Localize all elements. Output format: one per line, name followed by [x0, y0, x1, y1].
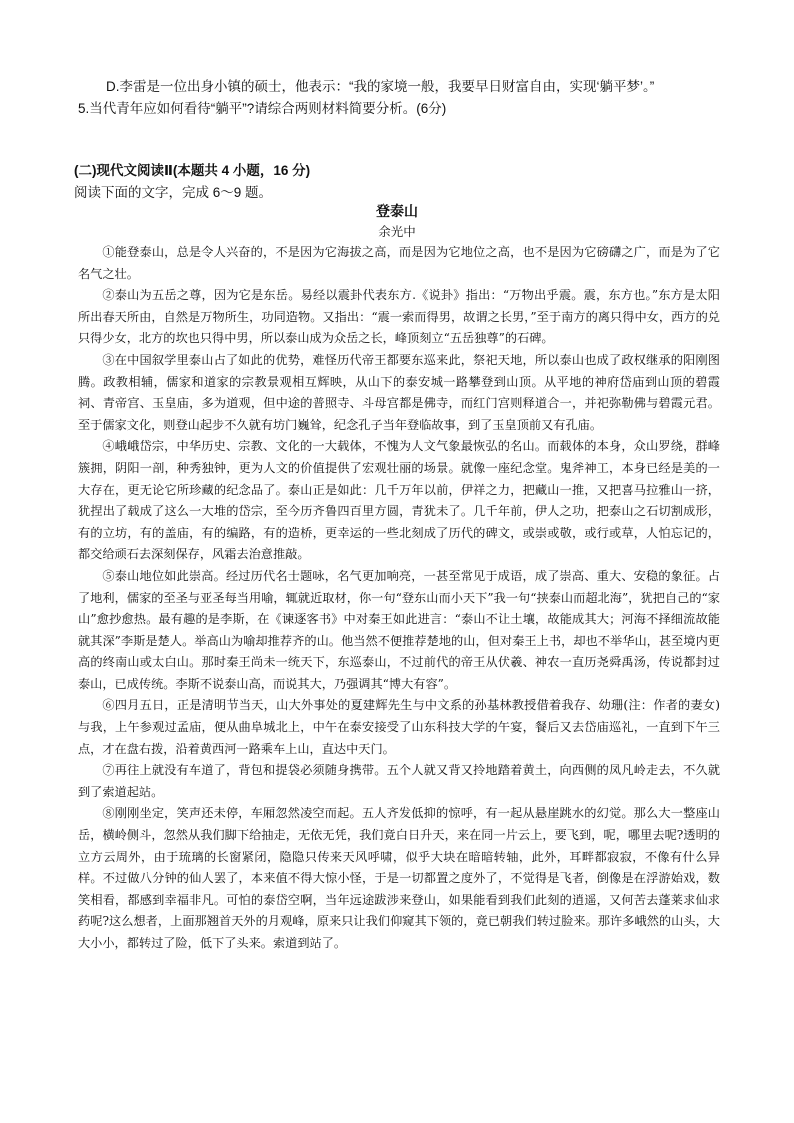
paragraph-8: ⑧刚刚坐定，笑声还未停，车厢忽然凌空而起。五人齐发低抑的惊呼，有一起从悬崖跳水的幻觉。那么大一整座山岳，横岭侧斗，忽然从我们脚下给抽走，无依无凭，我们竟白日升天，来在同一片云上，要飞到，呢，哪里去呢?透明的立方云周外，由于琉璃的长窗紧闭，隐隐只传来天风呼啸，似乎大块在暗暗转轴，此外，耳畔都寂寂，不像有什么异样。不过做八分钟的仙人罢了，本来值不得大惊小怪，于是一切都置之度外了，不觉得是飞者，倒像是在浮游始戏，数笑相看，都感到幸福非凡。可怕的泰岱空啊，当年远途跋涉来登山，如果能看到我们此刻的逍遥，又何苦去蓬莱求仙求药呢?这么想者，上面那翘首天外的月观峰，原来只让我们仰窥其下领的，竟已朝我们转过脸来。那许多峨然的山头，大大小小，都转过了险，低下了头来。索道到站了。	[78, 806, 720, 950]
paragraph-6: ⑥四月五日，正是清明节当天，山大外事处的夏建辉先生与中文系的孙基林教授借着我存、幼珊(注：作者的妻女)与我，上午参观过孟庙，便从曲阜城北上，中午在泰安接受了山东科技大学的午宴，餐后又去岱庙巡礼，一直到下午三点，才在盘右拨，沿着黄西河一路乘车上山，直达中天门。	[78, 698, 720, 756]
reading-section-header	[74, 160, 734, 204]
article-title: 登泰山	[376, 204, 418, 220]
question-5: 5.当代青年应如何看待“躺平”?请综合两则材料简要分析。(6分)	[78, 101, 447, 116]
paragraph-1: ①能登泰山，总是令人兴奋的，不是因为它海拔之高，而是因为它地位之高，也不是因为它磅礴之广，而是为了它名气之壮。	[78, 245, 720, 281]
paragraph-2: ②泰山为五岳之尊，因为它是东岳。易经以震卦代表东方.《说卦》指出：“万物出乎震。震，东方也。”东方是太阳所出春天所由，自然是万物所生，功同造物。又指出：“震一索而得男，故谓之长男，”至于南方的离只得中女，西方的兑只得少女，北方的坎也只得中男，所以泰山成为众岳之长，峰顶刻立“五岳独尊”的石碑。	[78, 288, 720, 346]
article-body	[78, 242, 720, 955]
section-instruction: 阅读下面的文字，完成 6～9 题。	[74, 185, 273, 200]
paragraph-7: ⑦再往上就没有车道了，背包和提袋必须随身携带。五个人就又背又拎地踏着黄土，向西侧的凤凡岭走去，不久就到了索道起站。	[78, 763, 720, 799]
paragraph-5: ⑤泰山地位如此崇高。经过历代名士题咏，名气更加响亮，一甚至常见于成语，成了崇高、重大、安稳的象征。占了地利，儒家的至圣与亚圣每当用喻，辄就近取材，你一句“登东山而小天下”我一句“挟泰山而超北海”，犹把自己的“家山”愈抄愈热。最有趣的是李斯，在《谏逐客书》中对秦王如此进言：“泰山不让土壤，故能成其大；河海不择细流故能就其深”李斯是楚人。举高山为喻却推荐齐的山。他当然不便推荐楚地的山，但对秦王上书，却也不举华山，甚至境内更高的终南山或太白山。那时秦王尚未一统天下，东巡泰山，不过前代的帝王从伏羲、神农一直历尧舜禹汤，传说都封过泰山，已成传统。李斯不说泰山高，而说其大，乃强调其“博大有容”。	[78, 568, 720, 691]
section-title: (二)现代文阅读Ⅱ(本题共 4 小题，16 分)	[74, 163, 311, 178]
question-block	[78, 76, 728, 120]
answer-option-d: D.李雷是一位出身小镇的硕士，他表示：“我的家境一般，我要早日财富自由，实现‘躺平梦’。”	[106, 79, 655, 94]
paragraph-3: ③在中国叙学里泰山占了如此的优势，难怪历代帝王都要东巡来此，祭祀天地，所以泰山也成了政权继承的阳刚图腾。政教相辅，儒家和道家的宗教景观相互辉映，从山下的泰安城一路攀登到山顶。从平地的神府岱庙到山顶的碧霞祠、青帝宫、玉皇庙，多为道观，但中途的普照寺、斗母宫都是佛寺，而红门宫则释道合一，并祀弥勒佛与碧霞元君。至于儒家文化，则登山起步不久就有坊门巍耸，纪念孔子当年登临故事，到了玉皇顶前又有孔庙。	[78, 352, 720, 432]
paragraph-4: ④峨峨岱宗，中华历史、宗教、文化的一大载体，不愧为人文气象最恢弘的名山。而载体的本身，众山罗绕，群峰簇拥，阴阳一剖，种秀独钟，更为人文的价值提供了宏观壮丽的场景。就像一座纪念堂。鬼斧神工，本身已经是美的一大存在，更无论它所珍藏的纪念品了。泰山正是如此：几千万年以前，伊祥之力，把藏山一推，又把喜马拉雅山一挤，犹捏出了载成了这么一大堆的岱宗，至今历齐鲁四百里方圆，青犹未了。几千年前，伊人之功，把泰山之石切割成形，有的立坊，有的盖庙，有的编路，有的造桥，更幸运的一些北刻成了历代的碑文，或崇或敬，或行或草，人怕忘记的，都交给顽石去深刻保存，风霜去治意推敲。	[78, 439, 720, 562]
article-author: 余光中	[378, 224, 416, 239]
